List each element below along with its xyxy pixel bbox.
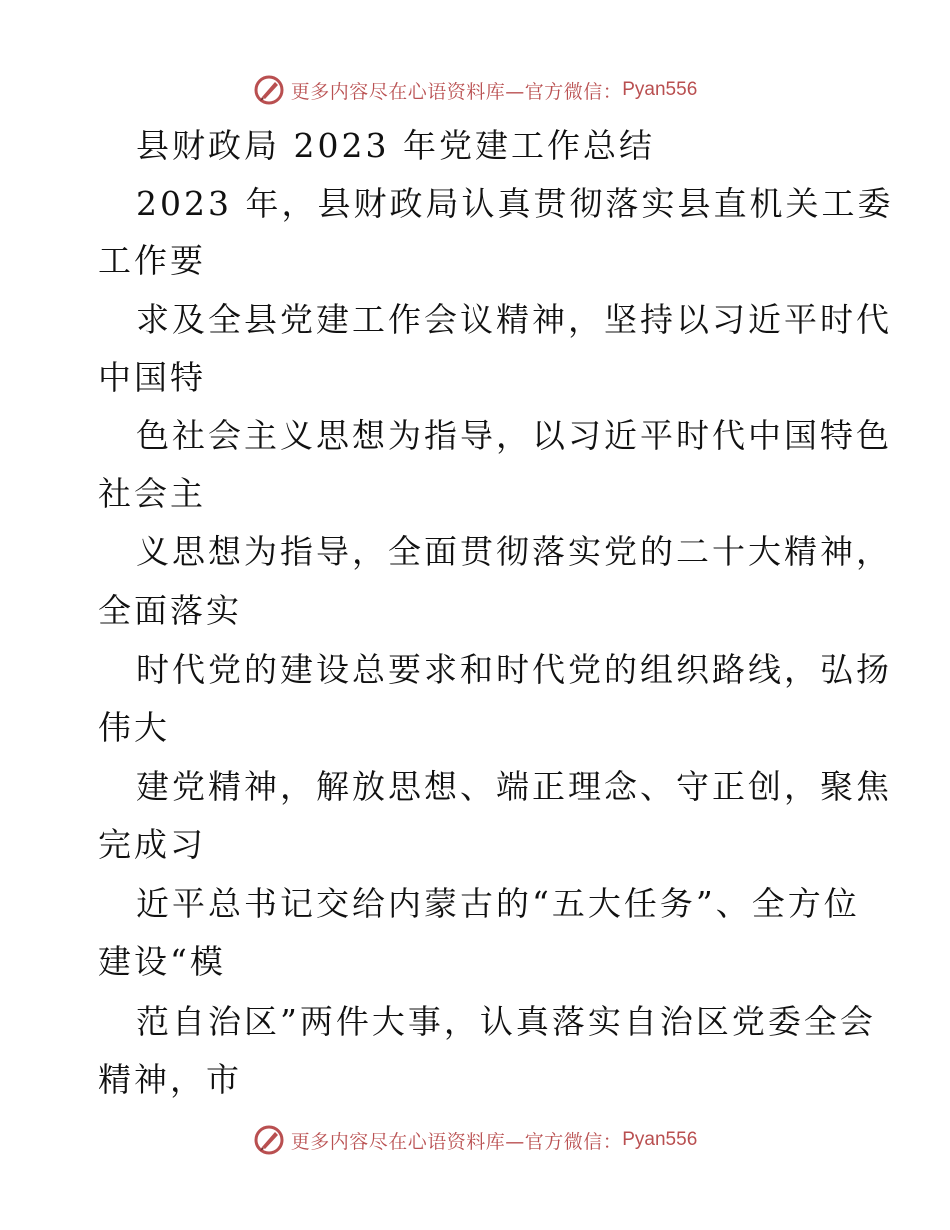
text-line: 求及全县党建工作会议精神，坚持以习近平时代	[136, 300, 892, 339]
text-line: 全面落实	[98, 591, 242, 630]
document-title: 县财政局 2023 年党建工作总结	[136, 126, 655, 165]
footer-banner	[0, 1122, 950, 1158]
text-line: 伟大	[98, 708, 170, 747]
banner-text: 更多内容尽在心语资料库—官方微信：	[290, 80, 623, 103]
text-line: 社会主	[98, 474, 206, 513]
text-line: 工作要	[98, 241, 206, 280]
text-line: 中国特	[98, 358, 206, 397]
header-banner	[0, 72, 950, 108]
text-line: 2023 年，县财政局认真贯彻落实县直机关工委	[136, 184, 894, 223]
text-line: 时代党的建设总要求和时代党的组织路线，弘扬	[136, 650, 892, 689]
banner-wechat-id: Pyan556	[622, 1129, 698, 1150]
quill-logo-icon	[253, 1124, 285, 1156]
text-line: 近平总书记交给内蒙古的“五大任务”、全方位	[136, 884, 860, 923]
quill-logo-icon	[253, 74, 285, 106]
banner-text: 更多内容尽在心语资料库—官方微信：	[290, 1130, 623, 1153]
text-line: 精神，市	[98, 1060, 242, 1099]
text-line: 范自治区”两件大事，认真落实自治区党委全会	[136, 1002, 876, 1041]
text-line: 色社会主义思想为指导，以习近平时代中国特色	[136, 416, 892, 455]
text-line: 义思想为指导，全面贯彻落实党的二十大精神，	[136, 532, 892, 571]
banner-wechat-id: Pyan556	[622, 79, 698, 100]
text-line: 建党精神，解放思想、端正理念、守正创，聚焦	[136, 767, 892, 806]
text-line: 完成习	[98, 825, 206, 864]
text-line: 建设“模	[98, 942, 226, 981]
